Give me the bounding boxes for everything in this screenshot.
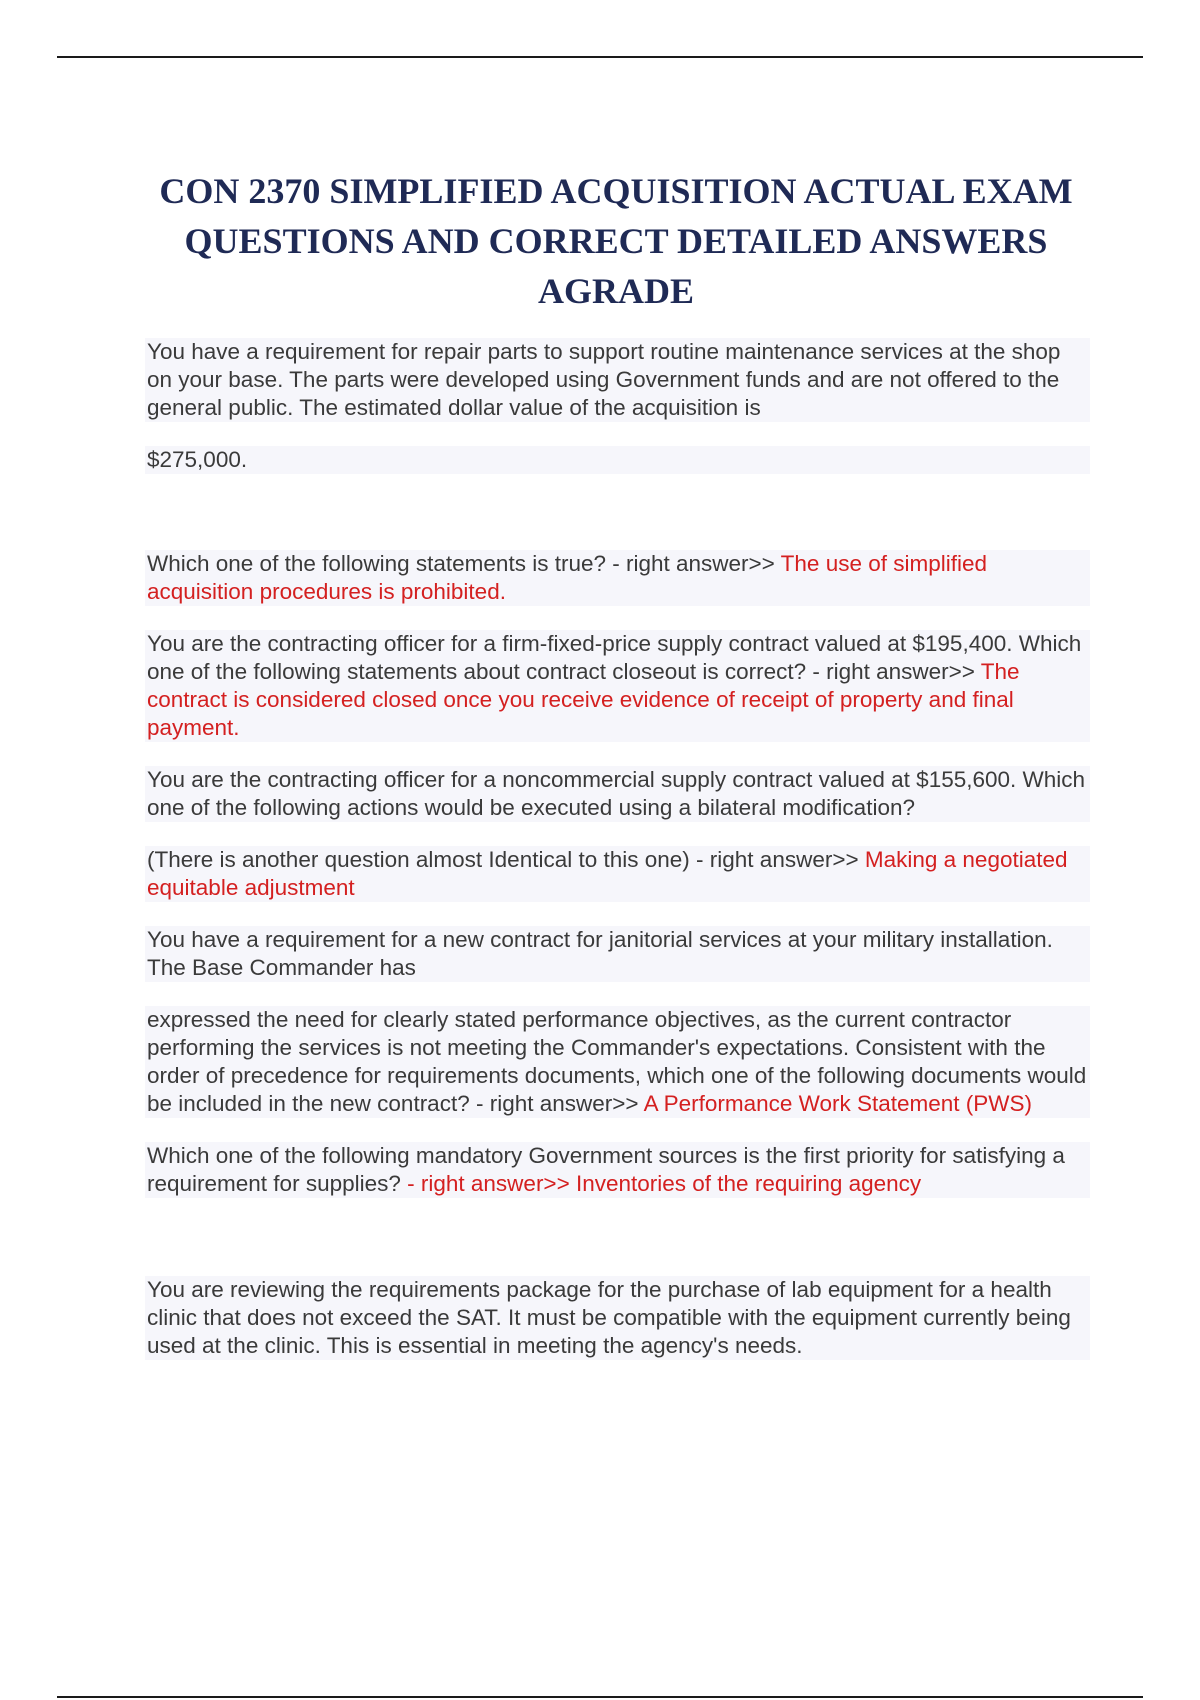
top-rule bbox=[57, 56, 1143, 58]
paragraph-8 bbox=[145, 1006, 1090, 1118]
paragraph-9 bbox=[145, 1142, 1090, 1198]
paragraph-3 bbox=[145, 550, 1090, 606]
paragraph-10 bbox=[145, 1276, 1090, 1360]
question-text: Which one of the following mandatory Government sources is the first priority for satisfying a requirement for supplies? bbox=[147, 1143, 1065, 1196]
answer-text: The contract is considered closed once you receive evidence of receipt of property and final payment. bbox=[147, 659, 1020, 740]
question-text: Which one of the following statements is true? - right answer>> bbox=[147, 551, 781, 576]
question-text: (There is another question almost Identical to this one) - right answer>> bbox=[147, 847, 865, 872]
question-text: expressed the need for clearly stated performance objectives, as the current contractor performing the services is not meeting the Commander's expectations. Consistent with the order of precedence for requirements documents, which one of the following documents would be included in the new contract? - right answer>> bbox=[147, 1007, 1087, 1116]
bottom-rule bbox=[57, 1696, 1143, 1698]
paragraph-1 bbox=[145, 338, 1090, 422]
question-text: You are the contracting officer for a firm-fixed-price supply contract valued at $195,400. Which one of the following statements about contract closeout is correct? - right answer>> bbox=[147, 631, 1082, 684]
paragraph-4 bbox=[145, 630, 1090, 742]
paragraph-text: $275,000. bbox=[147, 447, 248, 472]
paragraph-5 bbox=[145, 766, 1090, 822]
answer-text: Making a negotiated equitable adjustment bbox=[147, 847, 1068, 900]
answer-text: The use of simplified acquisition procedures is prohibited. bbox=[147, 551, 988, 604]
answer-text: A Performance Work Statement (PWS) bbox=[643, 1091, 1033, 1116]
paragraph-6 bbox=[145, 846, 1090, 902]
document-title: CON 2370 SIMPLIFIED ACQUISITION ACTUAL EXAM QUESTIONS AND CORRECT DETAILED ANSWERS AGRADE bbox=[159, 171, 1073, 311]
answer-text: - right answer>> Inventories of the requiring agency bbox=[407, 1171, 922, 1196]
question-text: You are the contracting officer for a noncommercial supply contract valued at $155,600. Which one of the following actions would be executed using a bilateral modification? bbox=[147, 767, 1086, 820]
paragraph-text: You have a requirement for repair parts to support routine maintenance services at the shop on your base. The parts were developed using Government funds and are not offered to the general public. The estimated dollar value of the acquisition is bbox=[147, 339, 1061, 420]
paragraph-2 bbox=[145, 446, 1090, 474]
document-body bbox=[145, 338, 1090, 1384]
paragraph-7 bbox=[145, 926, 1090, 982]
question-text: You are reviewing the requirements package for the purchase of lab equipment for a health clinic that does not exceed the SAT. It must be compatible with the equipment currently being used at the clinic. This is essential in meeting the agency's needs. bbox=[147, 1277, 1071, 1358]
question-text: You have a requirement for a new contract for janitorial services at your military installation. The Base Commander has bbox=[147, 927, 1053, 980]
